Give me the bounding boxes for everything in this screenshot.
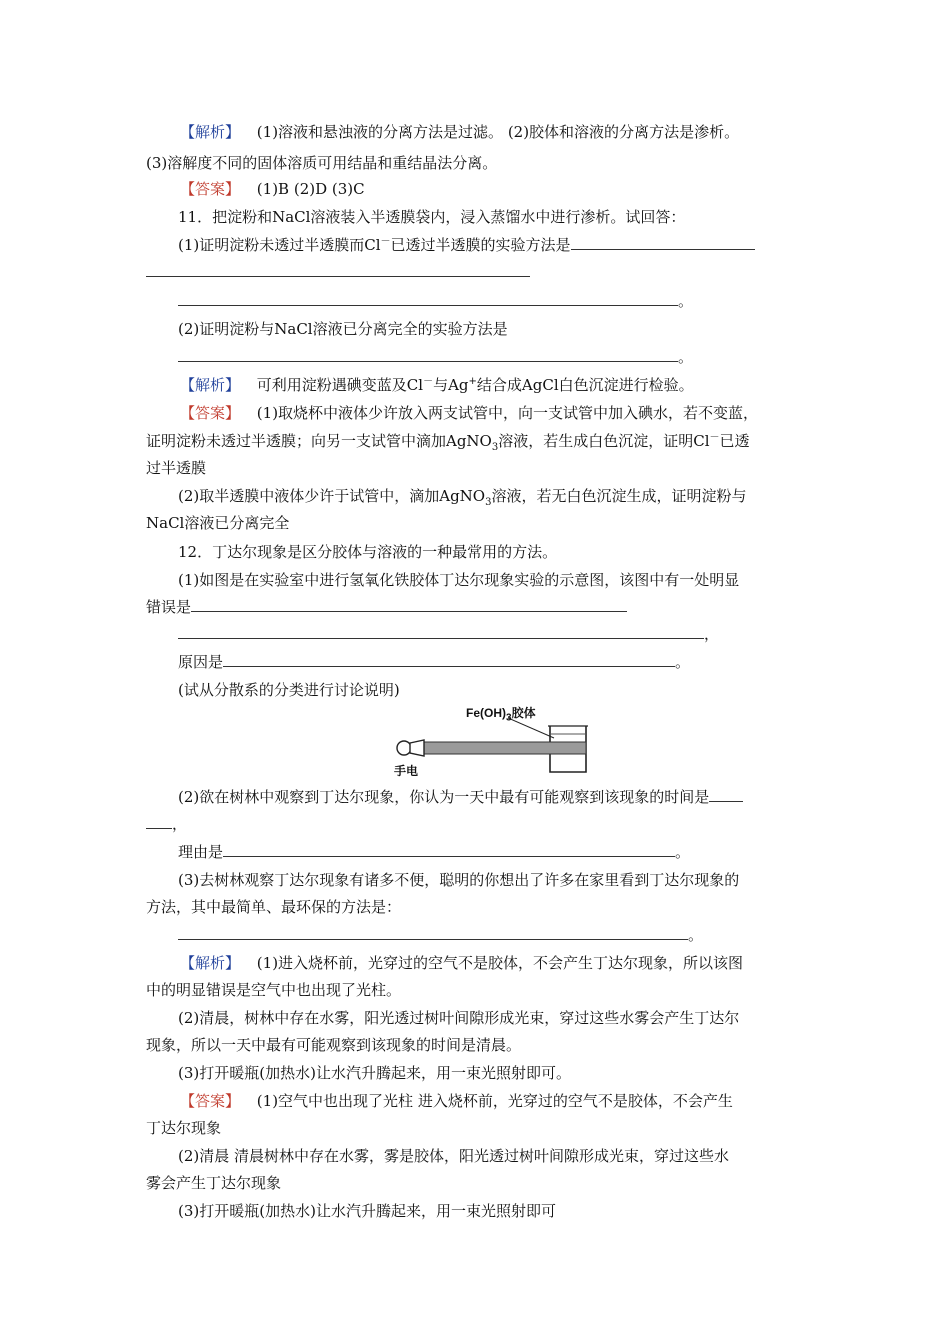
analysis-line-q11 xyxy=(180,375,694,395)
q12-part2-cont xyxy=(146,814,187,834)
analysis-line-2: (3)溶解度不同的固体溶质可用结晶和重结晶法分离。 xyxy=(146,154,498,172)
answer-tag: 【答案】 xyxy=(180,1092,241,1110)
analysis-line-q12-3: (2)清晨，树林中存在水雾，阳光透过树叶间隙形成光束，穿过这些水雾会产生丁达尔 xyxy=(178,1009,740,1027)
answer-line-q12-4: 雾会产生丁达尔现象 xyxy=(146,1174,282,1192)
answer-tag: 【答案】 xyxy=(180,180,241,198)
answer-line-q11-5: NaCl溶液已分离完全 xyxy=(146,514,290,532)
period: 。 xyxy=(688,926,704,944)
answer-blank xyxy=(571,235,755,250)
text: 证明淀粉未透过半透膜；向另一支试管中滴加AgNO xyxy=(146,432,492,450)
flashlight-bulb xyxy=(397,741,411,755)
q11-part1-blank-line-2 xyxy=(178,291,693,311)
q11-part2: (2)证明淀粉与NaCl溶液已分离完全的实验方法是 xyxy=(178,320,508,338)
period: 。 xyxy=(675,653,691,671)
q12-part3: (3)去树林观察丁达尔现象有诸多不便，聪明的你想出了许多在家里看到丁达尔现象的 xyxy=(178,871,740,889)
q12-part3-blank-line xyxy=(178,925,703,945)
analysis-line-q12-2: 中的明显错误是空气中也出现了光柱。 xyxy=(146,981,402,999)
text: (1)B (2)D (3)C xyxy=(256,180,365,198)
q11-part1 xyxy=(178,235,755,255)
answer-blank xyxy=(178,347,678,362)
q11-part2-blank-line xyxy=(178,347,693,367)
answer-tag: 【答案】 xyxy=(180,404,241,422)
text: (2)取半透膜中液体少许于试管中，滴加AgNO xyxy=(178,487,486,505)
q12-part2-reason xyxy=(178,842,690,862)
text: 结合成AgCl白色沉淀进行检验。 xyxy=(476,376,694,394)
analysis-tag: 【解析】 xyxy=(180,376,241,394)
analysis-line-q12-5: (3)打开暖瓶(加热水)让水汽升腾起来，用一束光照射即可。 xyxy=(178,1064,571,1082)
q12-part2 xyxy=(178,787,743,807)
text: (1)进入烧杯前，光穿过的空气不是胶体，不会产生丁达尔现象，所以该图 xyxy=(256,954,744,972)
tyndall-figure xyxy=(390,704,590,780)
text: (1)证明淀粉未透过半透膜而Cl xyxy=(178,236,381,254)
text: 可利用淀粉遇碘变蓝及Cl xyxy=(256,376,424,394)
answer-blank xyxy=(709,787,743,802)
answer-line-q11-2 xyxy=(146,431,750,451)
comma: ， xyxy=(172,815,188,833)
q12-part1: (1)如图是在实验室中进行氢氧化铁胶体丁达尔现象实验的示意图，该图中有一处明显 xyxy=(178,571,740,589)
flashlight-label: 手电 xyxy=(394,764,419,778)
answer-blank xyxy=(223,652,675,667)
text: (1)取烧杯中液体少许放入两支试管中，向一支试管中加入碘水，若不变蓝， xyxy=(256,404,759,422)
label-leader xyxy=(508,718,554,738)
q12-part1-error xyxy=(146,597,627,617)
text: 与Ag xyxy=(433,376,469,394)
answer-line-q12-5: (3)打开暖瓶(加热水)让水汽升腾起来，用一束光照射即可 xyxy=(178,1202,556,1220)
analysis-line-q12-4: 现象，所以一天中最有可能观察到该现象的时间是清晨。 xyxy=(146,1036,522,1054)
period: 。 xyxy=(678,292,694,310)
superscript: + xyxy=(468,376,477,387)
answer-blank xyxy=(191,597,627,612)
analysis-line-q12 xyxy=(180,953,743,973)
subscript: 3 xyxy=(491,442,499,453)
period: 。 xyxy=(675,843,691,861)
text: (1)空气中也出现了光柱 进入烧杯前，光穿过的空气不是胶体，不会产生 xyxy=(256,1092,733,1110)
period: 。 xyxy=(678,348,694,366)
subscript: 3 xyxy=(506,712,512,724)
colloid-label xyxy=(466,704,536,724)
text: 已透过半透膜的实验方法是 xyxy=(390,236,571,254)
answer-line-q11-3: 过半透膜 xyxy=(146,459,207,477)
q12-part3-cont: 方法，其中最简单、最环保的方法是： xyxy=(146,898,402,916)
superscript: － xyxy=(380,236,391,247)
q12-stem: 12．丁达尔现象是区分胶体与溶液的一种最常用的方法。 xyxy=(178,543,558,561)
answer-line-q11-4 xyxy=(178,486,747,506)
flashlight-head xyxy=(410,740,424,756)
text: 胶体 xyxy=(511,706,536,720)
answer-line-q11 xyxy=(180,403,758,423)
comma: ， xyxy=(704,625,720,643)
superscript: － xyxy=(423,376,434,387)
answer-line-q12 xyxy=(180,1091,733,1111)
text: 原因是 xyxy=(178,653,224,671)
answer-blank xyxy=(178,291,678,306)
answer-line-q12-2: 丁达尔现象 xyxy=(146,1119,222,1137)
answer-blank xyxy=(223,842,675,857)
light-beam xyxy=(424,742,586,754)
answer-line-1 xyxy=(180,179,365,199)
answer-blank xyxy=(146,814,172,829)
q12-part1-hint: (试从分散系的分类进行讨论说明) xyxy=(178,681,400,699)
analysis-tag: 【解析】 xyxy=(180,954,241,972)
q11-stem: 11．把淀粉和NaCl溶液装入半透膜袋内，浸入蒸馏水中进行渗析。试回答： xyxy=(178,208,686,226)
text: Fe(OH) xyxy=(466,706,506,720)
q12-part1-reason xyxy=(178,652,690,672)
answer-blank xyxy=(178,925,688,940)
q12-part1-blank-line xyxy=(178,624,719,644)
text: 已透 xyxy=(719,432,750,450)
text: 错误是 xyxy=(146,598,192,616)
text: 溶液，若无白色沉淀生成，证明淀粉与 xyxy=(491,487,747,505)
answer-blank xyxy=(178,624,704,639)
answer-line-q12-3: (2)清晨 清晨树林中存在水雾，雾是胶体，阳光透过树叶间隙形成光束，穿过这些水 xyxy=(178,1147,730,1165)
analysis-tag: 【解析】 xyxy=(180,123,241,141)
text: 理由是 xyxy=(178,843,224,861)
answer-blank xyxy=(146,262,530,277)
text: 溶液，若生成白色沉淀，证明Cl xyxy=(498,432,710,450)
analysis-line-1 xyxy=(180,122,739,142)
text: (2)欲在树林中观察到丁达尔现象，你认为一天中最有可能观察到该现象的时间是 xyxy=(178,788,710,806)
superscript: － xyxy=(709,432,720,443)
q11-part1-blank-line xyxy=(146,262,530,282)
subscript: 3 xyxy=(485,497,492,508)
text: (1)溶液和悬浊液的分离方法是过滤。 (2)胶体和溶液的分离方法是渗析。 xyxy=(256,123,740,141)
